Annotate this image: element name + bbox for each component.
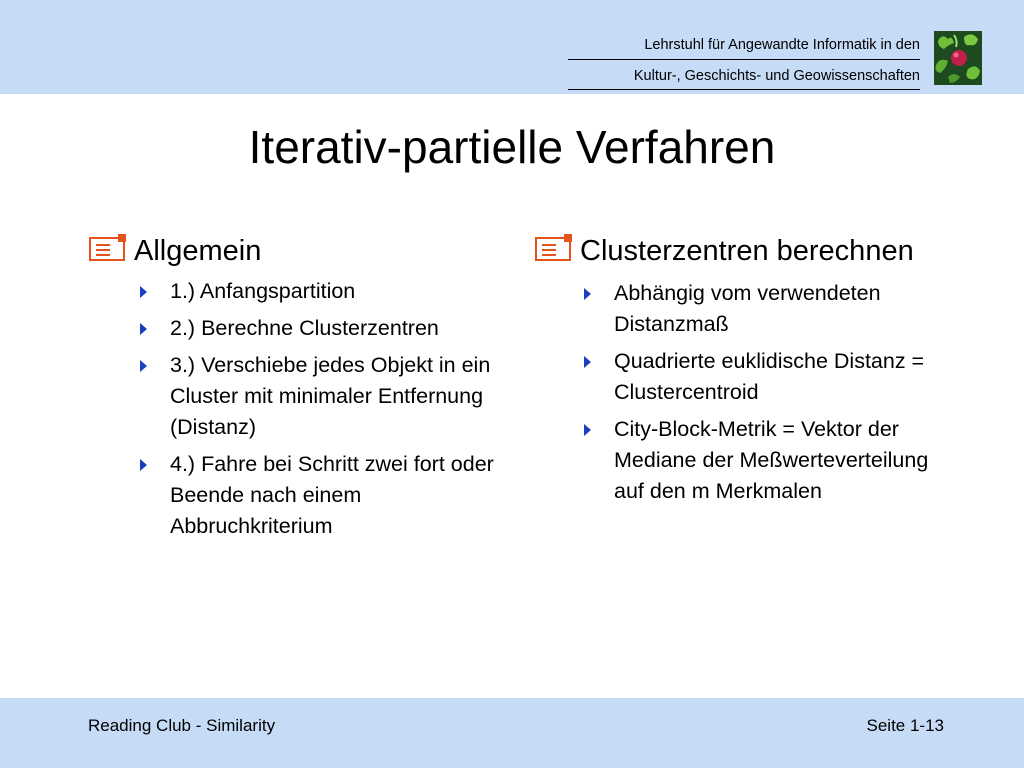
header-rule-bottom xyxy=(568,89,920,90)
arrow-bullet-icon xyxy=(140,286,147,298)
list-item: Quadrierte euklidische Distanz = Clustercentroid xyxy=(614,346,954,408)
right-heading-bullet xyxy=(534,230,954,272)
list-item: 3.) Verschiebe jedes Objekt in ein Cluster mit minimaler Entfernung (Distanz) xyxy=(170,350,508,443)
list-item: Abhängig vom verwendeten Distanzmaß xyxy=(614,278,954,340)
left-column xyxy=(88,230,508,548)
left-heading: Allgemein xyxy=(134,235,262,267)
page-number: Seite 1-13 xyxy=(866,716,944,735)
right-heading: Clusterzentren berechnen xyxy=(580,235,914,267)
arrow-bullet-icon xyxy=(584,424,591,436)
arrow-bullet-icon xyxy=(584,356,591,368)
note-bullet-icon xyxy=(534,234,574,262)
list-item: 1.) Anfangspartition xyxy=(170,276,508,307)
arrow-bullet-icon xyxy=(140,360,147,372)
institution-line-1: Lehrstuhl für Angewandte Informatik in den xyxy=(644,37,920,53)
arrow-bullet-icon xyxy=(140,323,147,335)
list-item: City-Block-Metrik = Vektor der Mediane der Meßwerteverteilung auf den m Merkmalen xyxy=(614,414,954,507)
right-column xyxy=(534,230,954,513)
arrow-bullet-icon xyxy=(140,459,147,471)
list-item: 4.) Fahre bei Schritt zwei fort oder Beende nach einem Abbruchkriterium xyxy=(170,449,508,542)
left-sub-list xyxy=(88,276,508,542)
chair-logo-icon xyxy=(934,31,982,85)
header-rule-top xyxy=(568,59,920,60)
note-bullet-icon xyxy=(88,234,128,262)
footer-title: Reading Club - Similarity xyxy=(88,716,276,735)
list-item: 2.) Berechne Clusterzentren xyxy=(170,313,508,344)
institution-line-2: Kultur-, Geschichts- und Geowissenschaften xyxy=(633,68,920,84)
slide-title: Iterativ-partielle Verfahren xyxy=(248,121,776,173)
arrow-bullet-icon xyxy=(584,288,591,300)
right-sub-list xyxy=(534,278,954,507)
left-heading-bullet xyxy=(88,230,508,272)
